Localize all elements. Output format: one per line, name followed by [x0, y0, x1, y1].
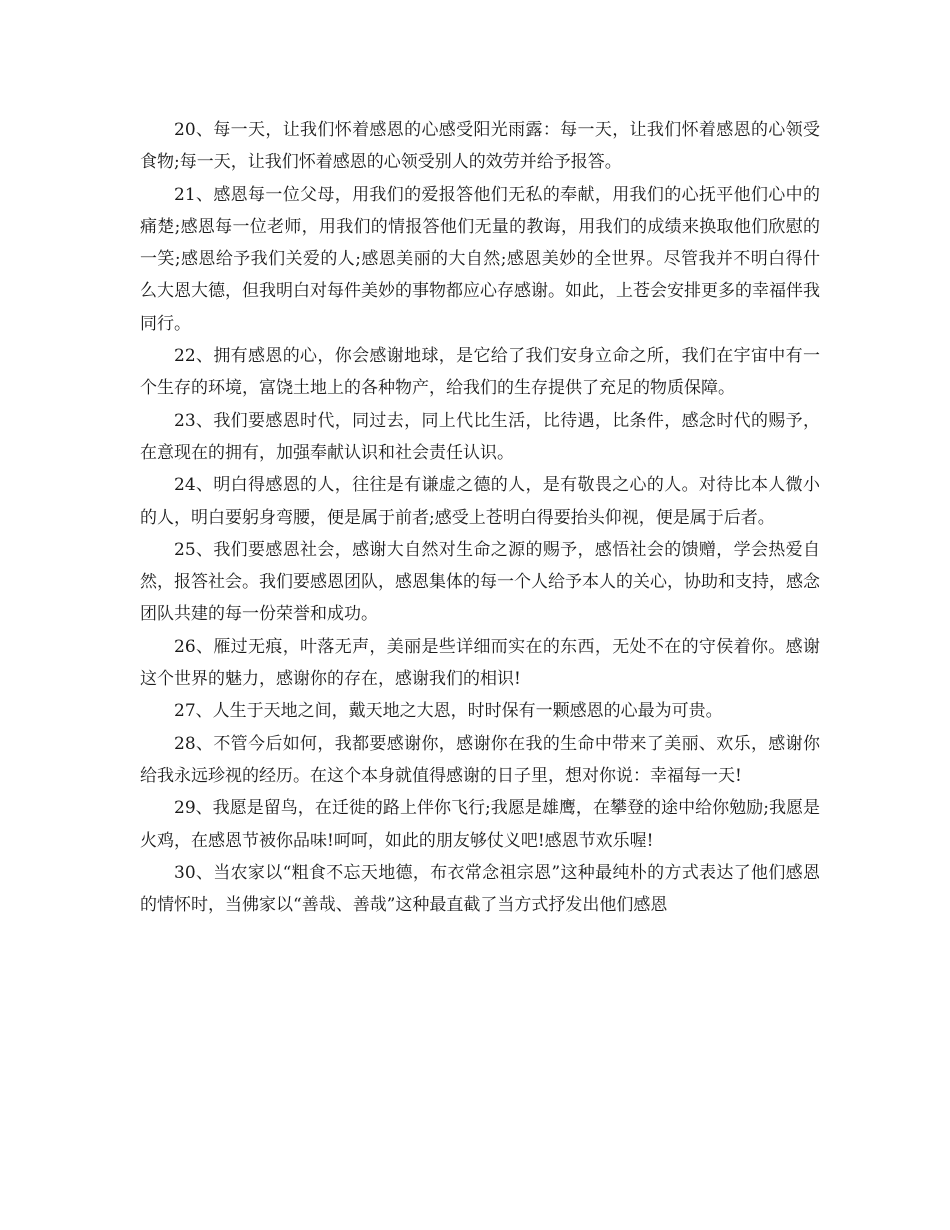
paragraph-23: 23、我们要感恩时代，同过去，同上代比生活，比待遇，比条件，感念时代的赐予，在意现在的拥有，加强奉献认识和社会责任认识。 [140, 410, 820, 463]
paragraph-22: 22、拥有感恩的心，你会感谢地球，是它给了我们安身立命之所，我们在宇宙中有一个生存的环境，富饶土地上的各种物产，给我们的生存提供了充足的物质保障。 [140, 346, 820, 399]
paragraph-21: 21、感恩每一位父母，用我们的爱报答他们无私的奉献，用我们的心抚平他们心中的痛楚;感恩每一位老师，用我们的情报答他们无量的教诲，用我们的成绩来换取他们欣慰的一笑;感恩给予我们关爱的人;感恩美丽的大自然;感恩美妙的全世界。尽管我并不明白得什么大恩大德，但我明白对每件美妙的事物都应心存感谢。如此，上苍会安排更多的幸福伴我同行。 [140, 184, 820, 334]
paragraph-28: 28、不管今后如何，我都要感谢你，感谢你在我的生命中带来了美丽、欢乐，感谢你给我永远珍视的经历。在这个本身就值得感谢的日子里，想对你说：幸福每一天! [140, 733, 820, 786]
paragraph-26: 26、雁过无痕，叶落无声，美丽是些详细而实在的东西，无处不在的守侯着你。感谢这个世界的魅力，感谢你的存在，感谢我们的相识! [140, 636, 820, 690]
paragraph-27: 27、人生于天地之间，戴天地之大恩，时时保有一颗感恩的心最为可贵。 [174, 701, 723, 722]
paragraph-29: 29、我愿是留鸟，在迁徙的路上伴你飞行;我愿是雄鹰，在攀登的途中给你勉励;我愿是火鸡，在感恩节被你品味!呵呵，如此的朋友够仗义吧!感恩节欢乐喔! [140, 798, 820, 851]
paragraph-30: 30、当农家以“粗食不忘天地德，布衣常念祖宗恩”这种最纯朴的方式表达了他们感恩的情怀时，当佛家以“善哉、善哉”这种最直截了当方式抒发出他们感恩 [140, 862, 820, 916]
paragraph-20: 20、每一天，让我们怀着感恩的心感受阳光雨露：每一天，让我们怀着感恩的心领受食物;每一天，让我们怀着感恩的心领受别人的效劳并给予报答。 [140, 120, 820, 173]
paragraph-25: 25、我们要感恩社会，感谢大自然对生命之源的赐予，感悟社会的馈赠，学会热爱自然，报答社会。我们要感恩团队，感恩集体的每一个人给予本人的关心，协助和支持，感念团队共建的每一份荣誉和成功。 [140, 539, 820, 625]
document-body [140, 114, 820, 921]
paragraph-24: 24、明白得感恩的人，往往是有谦虚之德的人，是有敬畏之心的人。对待比本人微小的人，明白要躬身弯腰，便是属于前者;感受上苍明白得要抬头仰视，便是属于后者。 [140, 475, 820, 528]
